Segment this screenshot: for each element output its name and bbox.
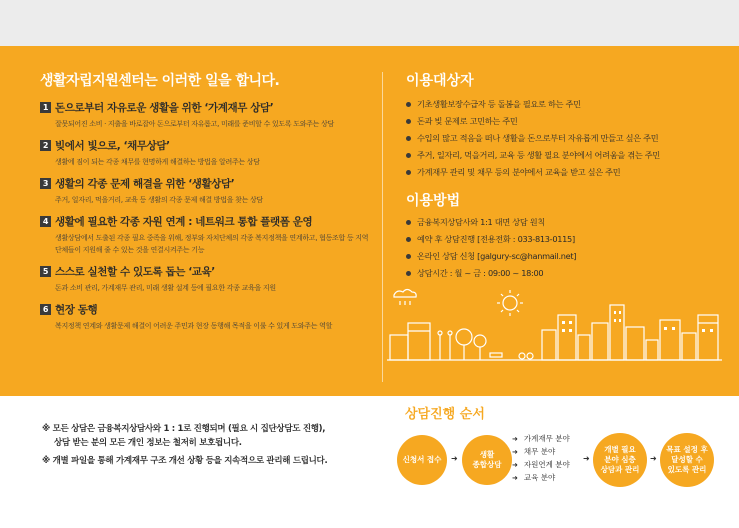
bullet-icon: [406, 153, 411, 158]
item-heading: 빚에서 빛으로, ‘채무상담’: [55, 140, 170, 152]
note-1: ※ 모든 상담은 금융복지상담사와 1 : 1로 진행되며 (필요 시 집단상담도 진행), 상담 받는 분의 모든 개인 정보는 철저히 보호됩니다.: [42, 424, 326, 448]
item-number: 2: [40, 140, 51, 151]
service-item: [40, 302, 370, 332]
arrow-right-icon: ➜: [512, 447, 518, 456]
target-title: 이용대상자: [406, 73, 474, 89]
item-description: 돈과 소비 관리, 가계재무 관리, 미래 생활 설계 등에 필요한 각종 교육을 지원: [55, 284, 276, 292]
list-item: 돈과 빚 문제로 고민하는 주민: [406, 113, 706, 130]
service-item: [40, 100, 370, 130]
item-number: 6: [40, 304, 51, 315]
item-number: 5: [40, 266, 51, 277]
note-2: ※ 개별 파일을 통해 가계재무 구조 개선 상황 등을 지속적으로 관리해 드립니다.: [42, 456, 328, 466]
option-item: ➜ 교육 분야: [512, 473, 556, 482]
item-description: 주거, 일자리, 먹을거리, 교육 등 생활의 각종 문제 해결 방법을 찾는 상담: [55, 196, 263, 204]
option-item: ➜ 자원연계 분야: [512, 460, 570, 469]
list-item: 예약 후 상담진행 [전용전화 : 033-813-0115]: [406, 231, 706, 248]
left-section-title: 생활자립지원센터는 이러한 일을 합니다.: [40, 73, 280, 89]
item-heading: 스스로 실천할 수 있도록 돕는 ‘교육’: [55, 266, 215, 278]
bullet-icon: [406, 136, 411, 141]
item-heading: 돈으로부터 자유로운 생활을 위한 ‘가계재무 상담’: [55, 102, 274, 114]
bullet-icon: [406, 237, 411, 242]
arrow-right-icon: ➜: [512, 473, 518, 482]
item-number: 3: [40, 178, 51, 189]
list-item: 가계재무 관리 및 채무 등의 분야에서 교육을 받고 싶은 주민: [406, 164, 706, 181]
arrow-right-icon: ➜: [583, 454, 590, 463]
bullet-icon: [406, 119, 411, 124]
list-item: 수입의 많고 적음을 떠나 생활을 돈으로부터 자유롭게 만들고 싶은 주민: [406, 130, 706, 147]
service-list: [40, 100, 370, 340]
item-number: 4: [40, 216, 51, 227]
top-margin: [0, 0, 739, 46]
bullet-icon: [406, 220, 411, 225]
item-description: 생활에 짐이 되는 각종 채무를 현명하게 해결하는 방법을 알려주는 상담: [55, 158, 260, 166]
service-item: [40, 138, 370, 168]
item-heading: 생활에 필요한 각종 자원 연계 : 네트워크 통합 플랫폼 운영: [55, 216, 313, 228]
list-item: 주거, 일자리, 먹을거리, 교육 등 생활 필요 분야에서 어려움을 겪는 주민: [406, 147, 706, 164]
bullet-icon: [406, 102, 411, 107]
arrow-right-icon: ➜: [512, 460, 518, 469]
option-item: ➜ 가계재무 분야: [512, 434, 570, 443]
bullet-icon: [406, 271, 411, 276]
step-apply: 신청서 접수: [397, 435, 447, 485]
item-number: 1: [40, 102, 51, 113]
arrow-right-icon: ➜: [512, 434, 518, 443]
step-goal-manage: 목표 설정 후 달성할 수 있도록 관리: [660, 433, 714, 487]
arrow-right-icon: ➜: [650, 454, 657, 463]
city-skyline-illustration: [382, 285, 727, 375]
list-item: 기초생활보장수급자 등 돌봄을 필요로 하는 주민: [406, 96, 706, 113]
process-title: 상담진행 순서: [405, 407, 485, 422]
service-item: [40, 264, 370, 294]
notes: [42, 422, 372, 468]
option-item: ➜ 채무 분야: [512, 447, 556, 456]
list-item: 금융복지상담사와 1:1 대면 상담 원칙: [406, 214, 706, 231]
item-description: 생활상담에서 도출된 각종 필요 중족을 위해, 정부와 자치단체의 각종 복지정책을 연계하고, 협동조합 등 지역 단체들이 지원해 줄 수 있는 것을 연결시켜주는 기능: [55, 234, 369, 254]
service-item: [40, 214, 370, 256]
method-title: 이용방법: [406, 193, 461, 209]
list-item: 온라인 상담 신청 [galgury-sc@hanmail.net]: [406, 248, 706, 265]
method-list: [406, 214, 706, 282]
bullet-icon: [406, 170, 411, 175]
item-description: 잘못되어진 소비 · 지출을 바로잡아 돈으로부터 자유롭고, 미래를 준비할 수 있도록 도와주는 상담: [55, 120, 334, 128]
step-consult: 생활 종합상담: [462, 435, 512, 485]
target-list: [406, 96, 706, 181]
bullet-icon: [406, 254, 411, 259]
item-heading: 현장 동행: [55, 304, 98, 316]
step-deep-consult: 개별 필요 분야 심층 상담과 관리: [593, 433, 647, 487]
list-item: 상담시간 : 월 ~ 금 : 09:00 ~ 18:00: [406, 265, 706, 282]
arrow-right-icon: ➜: [451, 454, 458, 463]
item-heading: 생활의 각종 문제 해결을 위한 ‘생활상담’: [55, 178, 235, 190]
item-description: 복지정책 연계와 생활문제 해결이 어려운 주민과 현장 동행해 목적을 이룰 수 있게 도와주는 역할: [55, 322, 333, 330]
service-item: [40, 176, 370, 206]
